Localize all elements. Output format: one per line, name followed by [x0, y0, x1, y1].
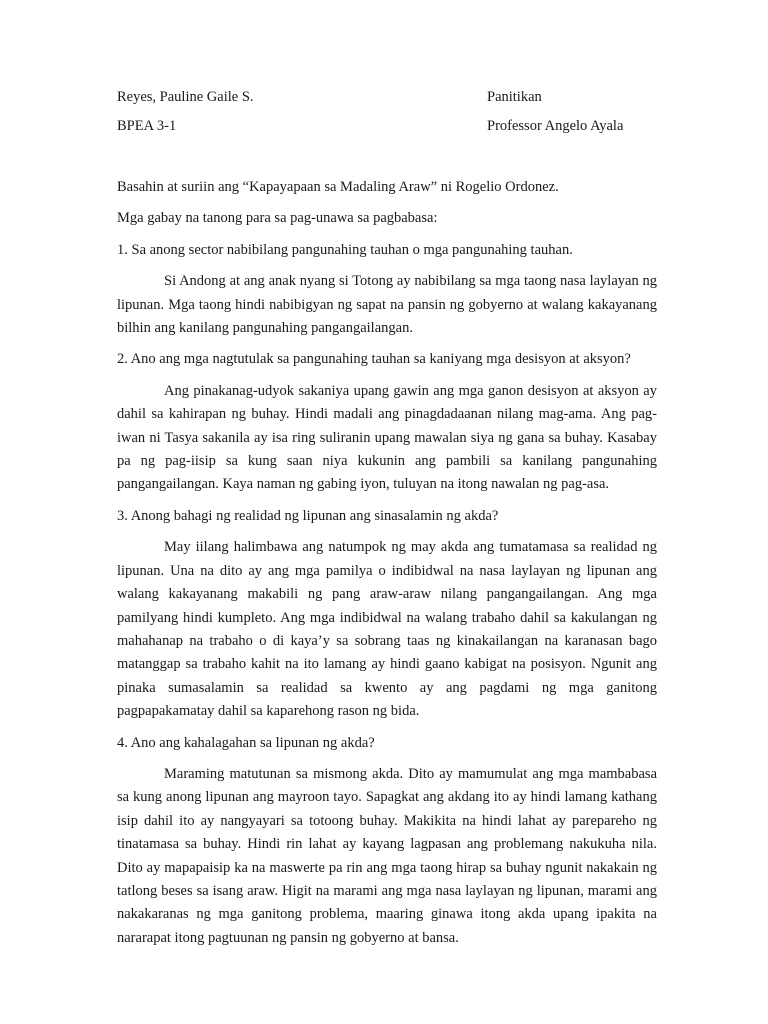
document-body	[117, 176, 657, 958]
answer-1: Si Andong at ang anak nyang si Totong ay nabibilang sa mga taong nasa laylayan ng lipunan. Mga taong hindi nabibigyan ng sapat na pansin ng gobyerno at walang kakayanang bilhin ang kanilang pangunahing pangangailangan.	[117, 273, 657, 337]
instruction-text: Basahin at suriin ang “Kapayapaan sa Madaling Araw” ni Rogelio Ordonez.	[117, 179, 559, 195]
answer-4: Maraming matutunan sa mismong akda. Dito ay mamumulat ang mga mambabasa sa kung anong lipunan ang mayroon tayo. Sapagkat ang akdang ito ay hindi lamang kathang isip dahil ito ay nangyayari sa totoong buhay. Makikita na hindi lahat ay parepareho ng tinatamasa sa buhay. Hindi rin lahat ay kayang lagpasan ang problemang nakukuha nila. Dito ay mapapaisip ka na maswerte pa rin ang mga taong hirap sa buhay ngunit nakakain ng tatlong beses sa isang araw. Higit na marami ang mga nasa laylayan ng lipunan, marami ang nakakaranas ng mga ganitong problema, maaring ginawa itong akda upang ipakita na nararapat itong pagtuunan ng pansin ng gobyerno at bansa.	[117, 765, 657, 946]
question-3: 3. Anong bahagi ng realidad ng lipunan ang sinasalamin ng akda?	[117, 507, 499, 524]
student-name: Reyes, Pauline Gaile S.	[117, 89, 254, 105]
answer-2: Ang pinakanag-udyok sakaniya upang gawin ang mga ganon desisyon at aksyon ay dahil sa kahirapan ng buhay. Hindi madali ang pinagdadaanan nilang mag-ama. Ang pag-iwan ni Tasya sakanila ay isa ring suliranin upang mawalan siya ng gana sa buhay. Kasabay pa ng pag-iisip sa kung saan niya kukunin ang pambili sa kanilang pangunahing pangangailangan. Kaya naman ng gabing iyon, tuluyan na itong nawalan ng pag-asa.	[117, 382, 657, 493]
question-4: 4. Ano ang kahalagahan sa lipunan ng akda?	[117, 734, 375, 751]
professor-name: Professor Angelo Ayala	[487, 118, 624, 134]
guide-heading: Mga gabay na tanong para sa pag-unawa sa pagbabasa:	[117, 210, 438, 227]
question-2: 2. Ano ang mga nagtutulak sa pangunahing tauhan sa kaniyang mga desisyon at aksyon?	[117, 351, 631, 368]
answer-3: May iilang halimbawa ang natumpok ng may akda ang tumatamasa sa realidad ng lipunan. Una na dito ay ang mga pamilya o indibidwal na nasa laylayan ng lipunan ang walang kakayanang makabili ng pang araw-araw nilang pangangailangan. Ang mga pamilyang hindi kumpleto. Ang mga indibidwal na walang trabaho dahil sa kakulangan ng mahahanap na trabaho o di kaya’y sa sobrang taas ng kinakailangan na karanasan bago matanggap sa trabaho kahit na ito lamang ay hindi gaano kabigat na posisyon. Ngunit ang pinaka sumasalamin sa realidad sa kwento ay ang pagdami ng mga ganitong pagpapakamatay dahil sa kaparehong rason ng bida.	[117, 539, 657, 720]
subject-name: Panitikan	[487, 89, 542, 105]
section-name: BPEA 3-1	[117, 118, 177, 134]
question-1: 1. Sa anong sector nabibilang pangunahing tauhan o mga pangunahing tauhan.	[117, 241, 573, 258]
